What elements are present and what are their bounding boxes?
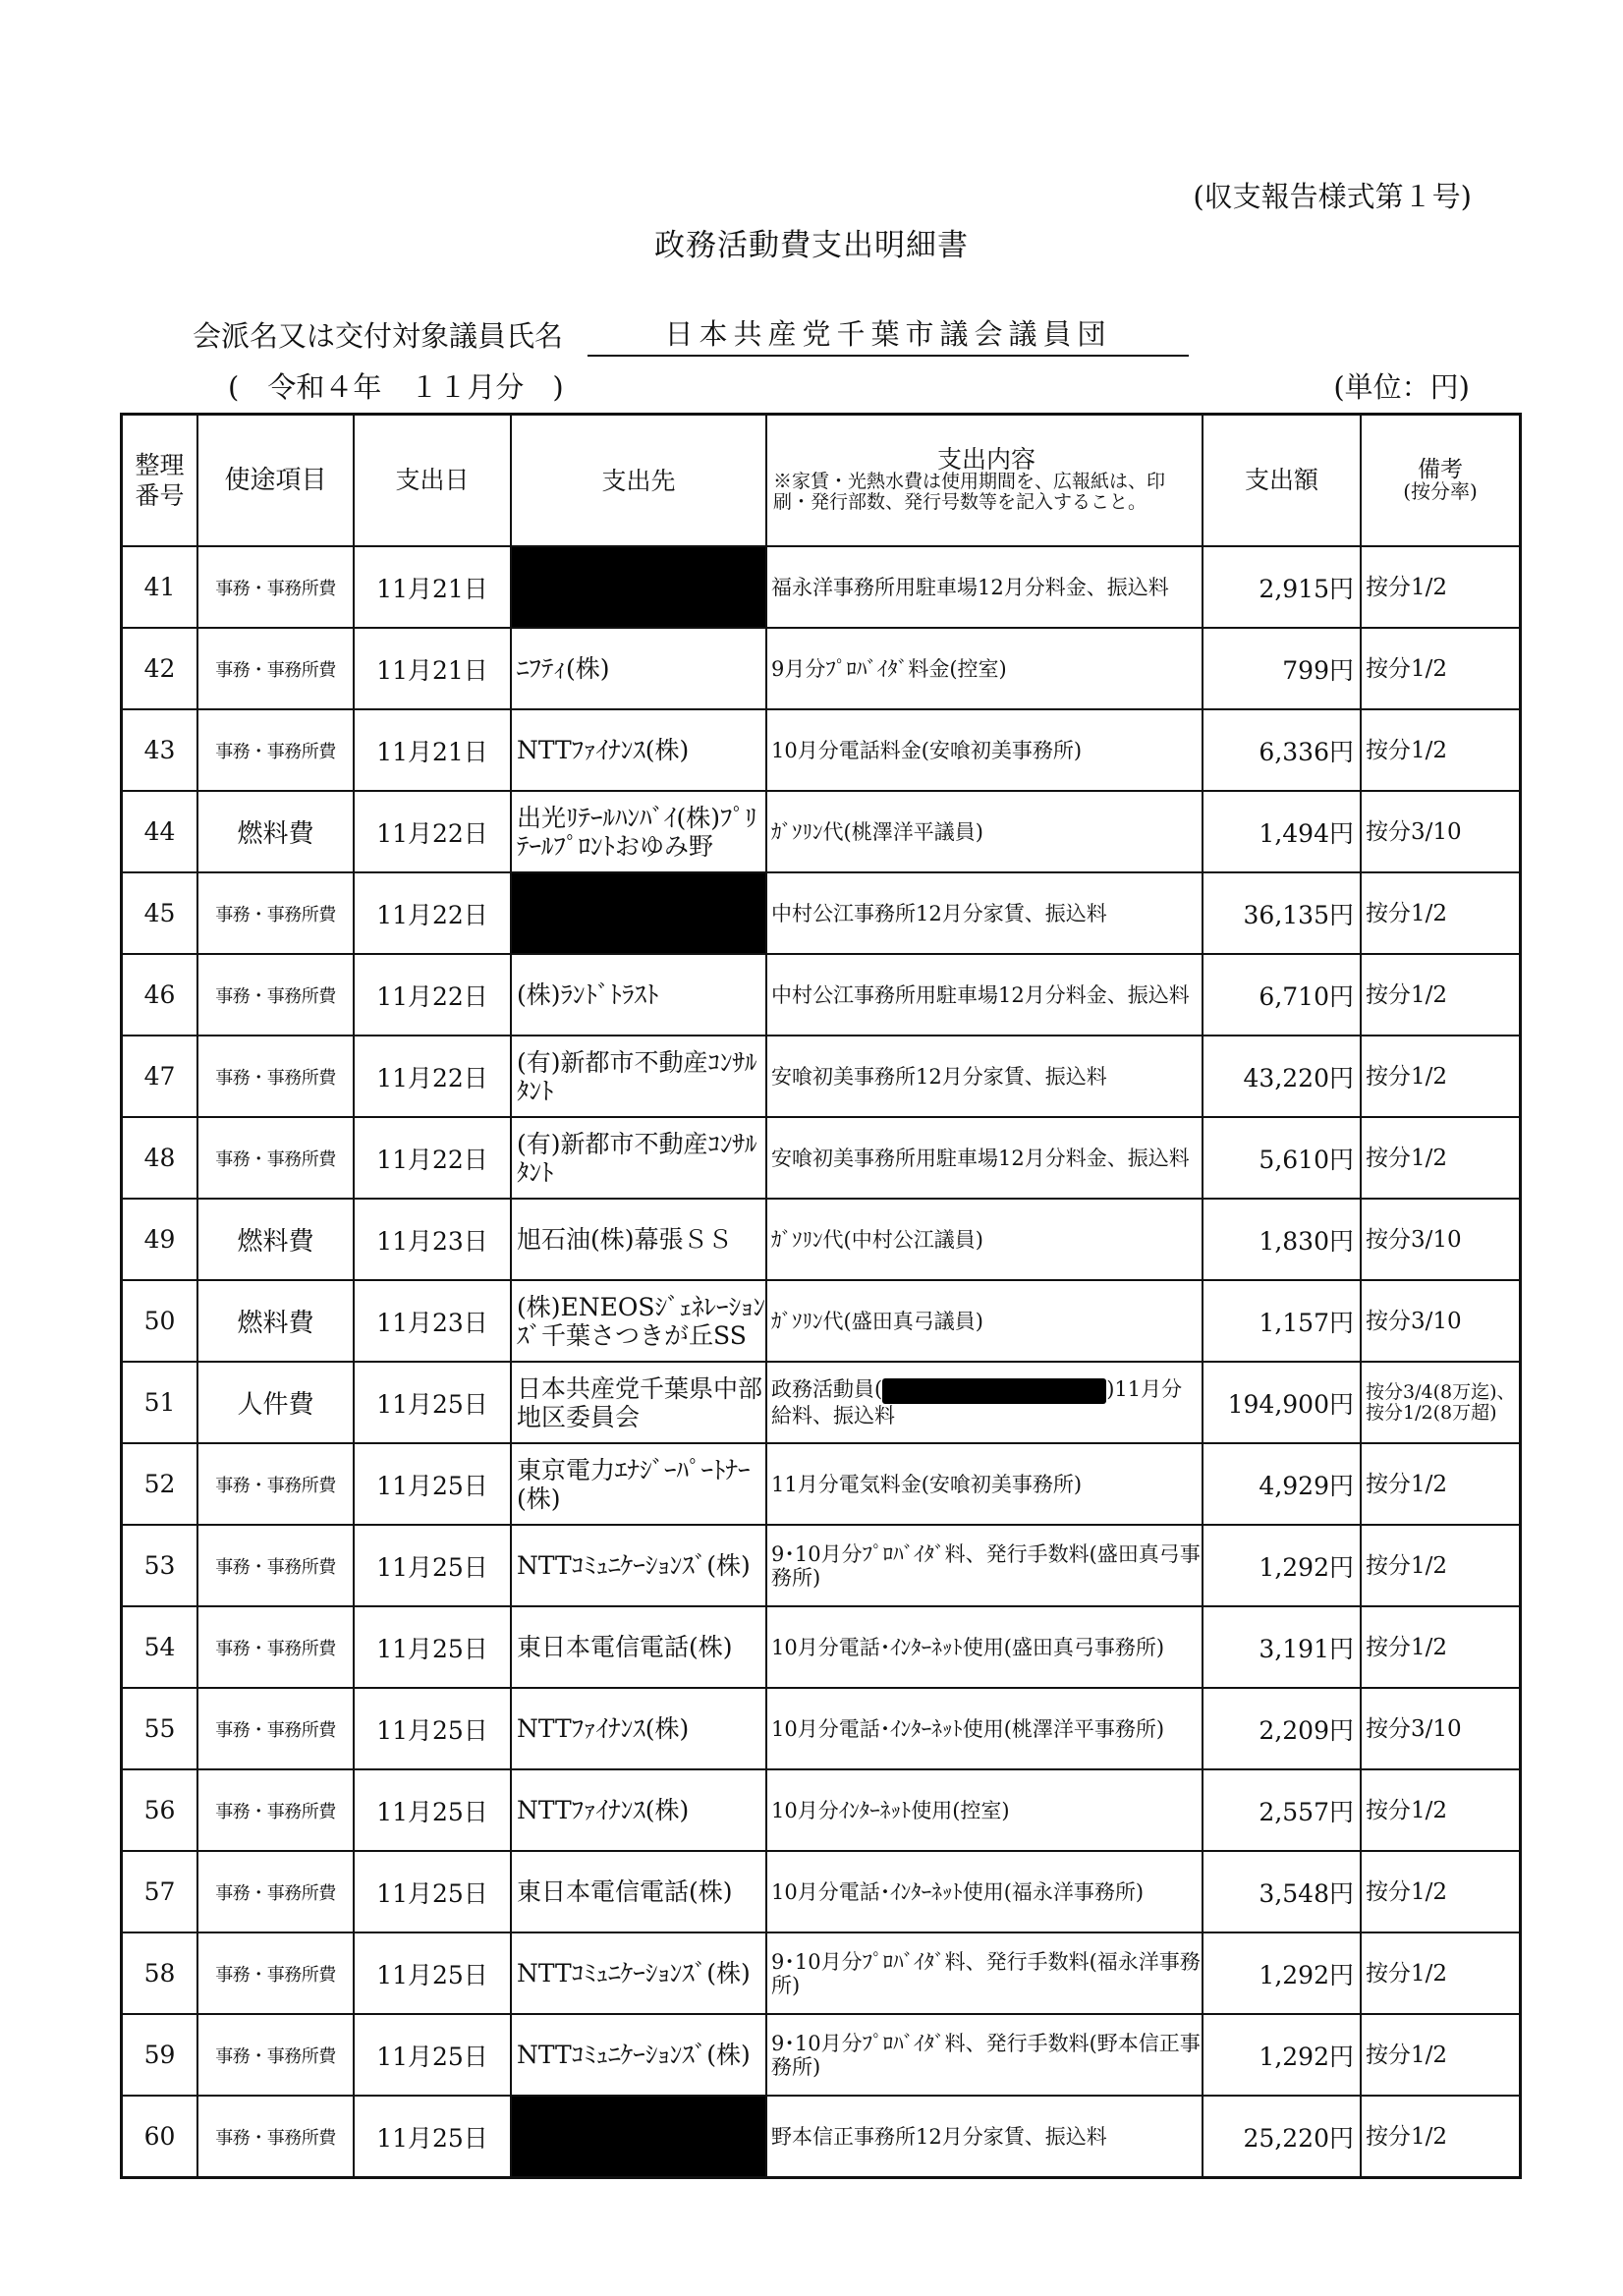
- cell-date: 11月22日: [354, 954, 511, 1036]
- cell-remark: 按分1/2: [1361, 709, 1521, 791]
- remark-header-title: 備考: [1418, 457, 1463, 482]
- cell-amount: 5,610円: [1203, 1117, 1361, 1199]
- cell-amount: 4,929円: [1203, 1443, 1361, 1525]
- cell-content: ｶﾞｿﾘﾝ代(盛田真弓議員): [766, 1280, 1203, 1362]
- cell-payee-redacted: [511, 872, 766, 954]
- cell-number: 58: [122, 1932, 198, 2014]
- cell-date: 11月22日: [354, 872, 511, 954]
- column-header-payee: 支出先: [511, 415, 766, 547]
- currency-unit: (単位：円): [1333, 370, 1470, 404]
- cell-number: 56: [122, 1769, 198, 1851]
- table-row: [122, 954, 1521, 1036]
- cell-payee-redacted: [511, 546, 766, 628]
- cell-payee: NTTﾌｧｲﾅﾝｽ(株): [511, 1769, 766, 1851]
- cell-date: 11月25日: [354, 1932, 511, 2014]
- cell-number: 54: [122, 1606, 198, 1688]
- cell-remark: 按分1/2: [1361, 546, 1521, 628]
- cell-use: 事務・事務所費: [197, 1525, 354, 1606]
- table-header-row: [122, 415, 1521, 547]
- table-row: [122, 1525, 1521, 1606]
- cell-date: 11月22日: [354, 1117, 511, 1199]
- cell-amount: 194,900円: [1203, 1362, 1361, 1443]
- faction-label: 会派名又は交付対象議員氏名: [193, 319, 564, 353]
- cell-payee: (有)新都市不動産ｺﾝｻﾙﾀﾝﾄ: [511, 1036, 766, 1117]
- cell-amount: 43,220円: [1203, 1036, 1361, 1117]
- cell-use: 燃料費: [197, 1280, 354, 1362]
- cell-remark: 按分3/10: [1361, 791, 1521, 872]
- cell-use: 事務・事務所費: [197, 546, 354, 628]
- cell-date: 11月25日: [354, 1362, 511, 1443]
- cell-payee: NTTｺﾐｭﾆｹｰｼｮﾝｽﾞ(株): [511, 2014, 766, 2096]
- cell-content: 政務活動員( )11月分給料、振込料: [766, 1362, 1203, 1443]
- cell-number: 41: [122, 546, 198, 628]
- remark-header-sub: (按分率): [1403, 479, 1478, 503]
- table-row: [122, 1932, 1521, 2014]
- cell-payee: 東日本電信電話(株): [511, 1851, 766, 1932]
- cell-date: 11月25日: [354, 2096, 511, 2178]
- cell-content: 中村公江事務所12月分家賃、振込料: [766, 872, 1203, 954]
- table-row: [122, 546, 1521, 628]
- table-row: [122, 1606, 1521, 1688]
- expenditure-table: [120, 413, 1522, 2179]
- cell-number: 45: [122, 872, 198, 954]
- cell-amount: 3,548円: [1203, 1851, 1361, 1932]
- cell-use: 人件費: [197, 1362, 354, 1443]
- cell-payee: (株)ﾗﾝﾄﾞﾄﾗｽﾄ: [511, 954, 766, 1036]
- cell-amount: 25,220円: [1203, 2096, 1361, 2178]
- cell-content: 中村公江事務所用駐車場12月分料金、振込料: [766, 954, 1203, 1036]
- table-row: [122, 1688, 1521, 1769]
- table-row: [122, 872, 1521, 954]
- page-title: 政務活動費支出明細書: [654, 228, 969, 263]
- cell-amount: 2,557円: [1203, 1769, 1361, 1851]
- cell-content: 10月分電話料金(安喰初美事務所): [766, 709, 1203, 791]
- cell-remark: 按分1/2: [1361, 954, 1521, 1036]
- cell-use: 事務・事務所費: [197, 1443, 354, 1525]
- cell-date: 11月25日: [354, 1443, 511, 1525]
- cell-remark: 按分1/2: [1361, 628, 1521, 709]
- cell-number: 48: [122, 1117, 198, 1199]
- content-header-note: ※家賃・光熱水費は使用期間を、広報紙は、印刷・発行部数、発行号数等を記入すること。: [773, 471, 1166, 513]
- cell-amount: 2,915円: [1203, 546, 1361, 628]
- cell-remark: 按分1/2: [1361, 1606, 1521, 1688]
- column-header-date: 支出日: [354, 415, 511, 547]
- cell-number: 60: [122, 2096, 198, 2178]
- column-header-amount: 支出額: [1203, 415, 1361, 547]
- cell-number: 47: [122, 1036, 198, 1117]
- cell-amount: 1,292円: [1203, 2014, 1361, 2096]
- cell-number: 42: [122, 628, 198, 709]
- cell-date: 11月23日: [354, 1280, 511, 1362]
- cell-use: 事務・事務所費: [197, 872, 354, 954]
- cell-use: 事務・事務所費: [197, 1117, 354, 1199]
- cell-content: 9月分ﾌﾟﾛﾊﾞｲﾀﾞ料金(控室): [766, 628, 1203, 709]
- cell-amount: 1,494円: [1203, 791, 1361, 872]
- cell-payee: (有)新都市不動産ｺﾝｻﾙﾀﾝﾄ: [511, 1117, 766, 1199]
- cell-remark: 按分1/2: [1361, 1525, 1521, 1606]
- table-row: [122, 2096, 1521, 2178]
- cell-amount: 2,209円: [1203, 1688, 1361, 1769]
- cell-remark: 按分3/10: [1361, 1688, 1521, 1769]
- redaction-bar: [882, 1378, 1106, 1404]
- cell-content: 安喰初美事務所用駐車場12月分料金、振込料: [766, 1117, 1203, 1199]
- table-row: [122, 1280, 1521, 1362]
- cell-amount: 36,135円: [1203, 872, 1361, 954]
- cell-remark: 按分1/2: [1361, 1443, 1521, 1525]
- cell-remark: 按分1/2: [1361, 1036, 1521, 1117]
- cell-date: 11月21日: [354, 709, 511, 791]
- cell-content: 11月分電気料金(安喰初美事務所): [766, 1443, 1203, 1525]
- column-header-number: 整理番号: [122, 415, 198, 547]
- cell-payee: NTTﾌｧｲﾅﾝｽ(株): [511, 1688, 766, 1769]
- cell-payee: (株)ENEOSｼﾞｪﾈﾚｰｼｮﾝｽﾞ千葉さつきが丘SS: [511, 1280, 766, 1362]
- cell-date: 11月25日: [354, 1769, 511, 1851]
- cell-number: 59: [122, 2014, 198, 2096]
- cell-remark: 按分3/4(8万迄)、按分1/2(8万超): [1361, 1362, 1521, 1443]
- table-row: [122, 628, 1521, 709]
- table-row: [122, 709, 1521, 791]
- cell-use: 事務・事務所費: [197, 1688, 354, 1769]
- cell-number: 43: [122, 709, 198, 791]
- cell-use: 燃料費: [197, 1199, 354, 1280]
- cell-date: 11月22日: [354, 791, 511, 872]
- cell-use: 事務・事務所費: [197, 628, 354, 709]
- cell-payee: ﾆﾌﾃｨ(株): [511, 628, 766, 709]
- cell-number: 57: [122, 1851, 198, 1932]
- cell-content: ｶﾞｿﾘﾝ代(中村公江議員): [766, 1199, 1203, 1280]
- column-header-use: 使途項目: [197, 415, 354, 547]
- table-row: [122, 791, 1521, 872]
- table-row: [122, 1769, 1521, 1851]
- table-row: [122, 1443, 1521, 1525]
- cell-number: 50: [122, 1280, 198, 1362]
- table-row: [122, 1036, 1521, 1117]
- cell-remark: 按分1/2: [1361, 872, 1521, 954]
- table-row: [122, 1851, 1521, 1932]
- cell-use: 事務・事務所費: [197, 709, 354, 791]
- cell-number: 52: [122, 1443, 198, 1525]
- cell-amount: 1,830円: [1203, 1199, 1361, 1280]
- cell-use: 事務・事務所費: [197, 2096, 354, 2178]
- cell-date: 11月25日: [354, 1525, 511, 1606]
- cell-use: 事務・事務所費: [197, 1932, 354, 2014]
- cell-use: 事務・事務所費: [197, 954, 354, 1036]
- form-number: (収支報告様式第１号): [1193, 180, 1472, 213]
- table-row: [122, 1117, 1521, 1199]
- cell-amount: 6,710円: [1203, 954, 1361, 1036]
- cell-date: 11月25日: [354, 1606, 511, 1688]
- cell-payee-redacted: [511, 2096, 766, 2178]
- cell-amount: 799円: [1203, 628, 1361, 709]
- cell-content: 10月分ｲﾝﾀｰﾈｯﾄ使用(控室): [766, 1769, 1203, 1851]
- cell-remark: 按分3/10: [1361, 1280, 1521, 1362]
- cell-number: 46: [122, 954, 198, 1036]
- cell-number: 49: [122, 1199, 198, 1280]
- cell-amount: 1,157円: [1203, 1280, 1361, 1362]
- cell-remark: 按分3/10: [1361, 1199, 1521, 1280]
- cell-use: 事務・事務所費: [197, 2014, 354, 2096]
- cell-use: 事務・事務所費: [197, 1606, 354, 1688]
- cell-payee: NTTﾌｧｲﾅﾝｽ(株): [511, 709, 766, 791]
- cell-remark: 按分1/2: [1361, 2014, 1521, 2096]
- cell-payee: 日本共産党千葉県中部地区委員会: [511, 1362, 766, 1443]
- cell-payee: 東日本電信電話(株): [511, 1606, 766, 1688]
- cell-use: 事務・事務所費: [197, 1769, 354, 1851]
- cell-remark: 按分1/2: [1361, 1851, 1521, 1932]
- cell-date: 11月21日: [354, 628, 511, 709]
- cell-number: 53: [122, 1525, 198, 1606]
- cell-content: 10月分電話･ｲﾝﾀｰﾈｯﾄ使用(桃澤洋平事務所): [766, 1688, 1203, 1769]
- cell-date: 11月22日: [354, 1036, 511, 1117]
- cell-use: 事務・事務所費: [197, 1851, 354, 1932]
- table-row: [122, 1362, 1521, 1443]
- faction-name: 日本共産党千葉市議会議員団: [588, 312, 1189, 357]
- cell-content: 福永洋事務所用駐車場12月分料金、振込料: [766, 546, 1203, 628]
- column-header-remark: [1361, 415, 1521, 547]
- cell-content: 10月分電話･ｲﾝﾀｰﾈｯﾄ使用(福永洋事務所): [766, 1851, 1203, 1932]
- cell-content: 9･10月分ﾌﾟﾛﾊﾞｲﾀﾞ料、発行手数料(野本信正事務所): [766, 2014, 1203, 2096]
- cell-number: 55: [122, 1688, 198, 1769]
- cell-amount: 1,292円: [1203, 1525, 1361, 1606]
- cell-content: ｶﾞｿﾘﾝ代(桃澤洋平議員): [766, 791, 1203, 872]
- cell-remark: 按分1/2: [1361, 1117, 1521, 1199]
- cell-date: 11月23日: [354, 1199, 511, 1280]
- cell-amount: 1,292円: [1203, 1932, 1361, 2014]
- cell-use: 事務・事務所費: [197, 1036, 354, 1117]
- cell-amount: 3,191円: [1203, 1606, 1361, 1688]
- cell-remark: 按分1/2: [1361, 1769, 1521, 1851]
- cell-content: 10月分電話･ｲﾝﾀｰﾈｯﾄ使用(盛田真弓事務所): [766, 1606, 1203, 1688]
- cell-payee: 東京電力ｴﾅｼﾞｰﾊﾟｰﾄﾅｰ(株): [511, 1443, 766, 1525]
- content-header-title: 支出内容: [936, 445, 1035, 474]
- column-header-content: [766, 415, 1203, 547]
- table-row: [122, 2014, 1521, 2096]
- cell-content: 9･10月分ﾌﾟﾛﾊﾞｲﾀﾞ料、発行手数料(盛田真弓事務所): [766, 1525, 1203, 1606]
- cell-content: 9･10月分ﾌﾟﾛﾊﾞｲﾀﾞ料、発行手数料(福永洋事務所): [766, 1932, 1203, 2014]
- cell-remark: 按分1/2: [1361, 1932, 1521, 2014]
- cell-date: 11月21日: [354, 546, 511, 628]
- cell-remark: 按分1/2: [1361, 2096, 1521, 2178]
- cell-date: 11月25日: [354, 1851, 511, 1932]
- cell-date: 11月25日: [354, 2014, 511, 2096]
- cell-payee: 旭石油(株)幕張ＳＳ: [511, 1199, 766, 1280]
- table-body: [122, 546, 1521, 2178]
- report-period: ( 令和４年 １１月分 ): [228, 370, 564, 404]
- cell-content: 安喰初美事務所12月分家賃、振込料: [766, 1036, 1203, 1117]
- cell-date: 11月25日: [354, 1688, 511, 1769]
- cell-payee: NTTｺﾐｭﾆｹｰｼｮﾝｽﾞ(株): [511, 1525, 766, 1606]
- cell-use: 燃料費: [197, 791, 354, 872]
- cell-amount: 6,336円: [1203, 709, 1361, 791]
- table-row: [122, 1199, 1521, 1280]
- cell-payee: 出光ﾘﾃｰﾙﾊﾝﾊﾞｲ(株)ﾌﾟﾘﾃｰﾙﾌﾟﾛﾝﾄおゆみ野: [511, 791, 766, 872]
- cell-number: 44: [122, 791, 198, 872]
- cell-number: 51: [122, 1362, 198, 1443]
- cell-content: 野本信正事務所12月分家賃、振込料: [766, 2096, 1203, 2178]
- cell-payee: NTTｺﾐｭﾆｹｰｼｮﾝｽﾞ(株): [511, 1932, 766, 2014]
